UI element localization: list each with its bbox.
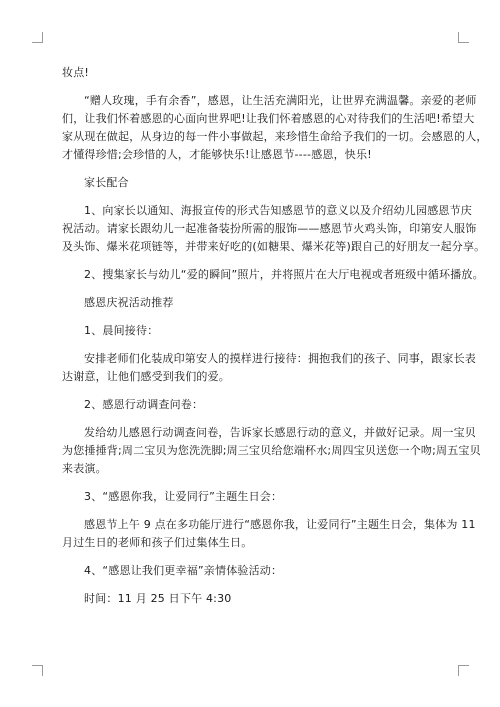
text-line: “赠人玫瑰，手有余香”，感恩，让生活充满阳光，让世界充满温馨。亲爱的老师 [84, 94, 477, 107]
text-line: 为您捶捶背;周二宝贝为您洗洗脚;周三宝贝给您端杯水;周四宝贝送您一个吻;周五宝贝 [62, 444, 481, 457]
page-corner-mark-top-right [458, 32, 469, 43]
text-line: 4、“感恩让我们更幸福”亲情体验活动： [84, 564, 283, 577]
paragraph [62, 294, 442, 312]
paragraph [62, 64, 442, 82]
text-line: 妆点! [62, 66, 90, 79]
paragraph [62, 92, 488, 164]
text-line: 感恩庆祝活动推荐 [84, 296, 174, 309]
paragraph [62, 322, 442, 340]
paragraph [62, 562, 442, 580]
text-line: 祝活动。请家长跟幼儿一起准备装扮所需的服饰——感恩节火鸡头饰，印第安人服饰 [62, 222, 477, 235]
text-line: 2、感恩行动调查问卷： [84, 398, 204, 411]
paragraph [62, 590, 442, 608]
text-line: 月过生日的老师和孩子们过集体生日。 [62, 536, 253, 549]
page-corner-mark-top-left [32, 32, 43, 43]
text-line: 3、“感恩你我，让爱同行”主题生日会： [84, 490, 283, 503]
text-line: 安排老师们化装成印第安人的摸样进行接待：拥抱我们的孩子、同事，跟家长表 [84, 352, 476, 365]
text-line: 才懂得珍惜;会珍惜的人，才能够快乐!让感恩节----感恩，快乐! [62, 148, 372, 161]
paragraph [62, 424, 481, 478]
paragraph [62, 266, 484, 284]
paragraph [62, 202, 486, 256]
text-line: 2、搜集家长与幼儿“爱的瞬间”照片，并将照片在大厅电视或者班级中循环播放。 [84, 268, 484, 281]
page-corner-mark-bottom-right [458, 665, 469, 676]
text-line: 感恩节上午 9 点在多功能厅进行“感恩你我，让爱同行”主题生日会，集体为 11 [84, 518, 476, 531]
text-line: 家长配合 [84, 176, 129, 189]
paragraph [62, 396, 442, 414]
document-body [62, 64, 488, 618]
text-line: 来表演。 [62, 462, 107, 475]
text-line: 1、向家长以通知、海报宣传的形式告知感恩节的意义以及介绍幼儿园感恩节庆 [84, 204, 472, 217]
text-line: 们，让我们怀着感恩的心面向世界吧!让我们怀着感恩的心对待我们的生活吧!希望大 [62, 112, 475, 125]
page-corner-mark-bottom-left [32, 665, 43, 676]
text-line: 家从现在做起，从身边的每一件小事做起，来珍惜生命给予我们的一切。会感恩的人， [62, 130, 488, 143]
text-line: 1、晨间接待： [84, 324, 159, 337]
text-line: 时间：11 月 25 日下午 4:30 [84, 592, 232, 605]
paragraph [62, 174, 442, 192]
text-line: 及头饰、爆米花项链等，并带来好吃的(如糖果、爆米花等)跟自己的好朋友一起分享。 [62, 240, 486, 253]
text-line: 发给幼儿感恩行动调查问卷，告诉家长感恩行动的意义，并做好记录。周一宝贝 [84, 426, 476, 439]
paragraph [62, 516, 476, 552]
text-line: 达谢意，让他们感受到我们的爱。 [62, 370, 230, 383]
paragraph [62, 350, 476, 386]
paragraph [62, 488, 442, 506]
